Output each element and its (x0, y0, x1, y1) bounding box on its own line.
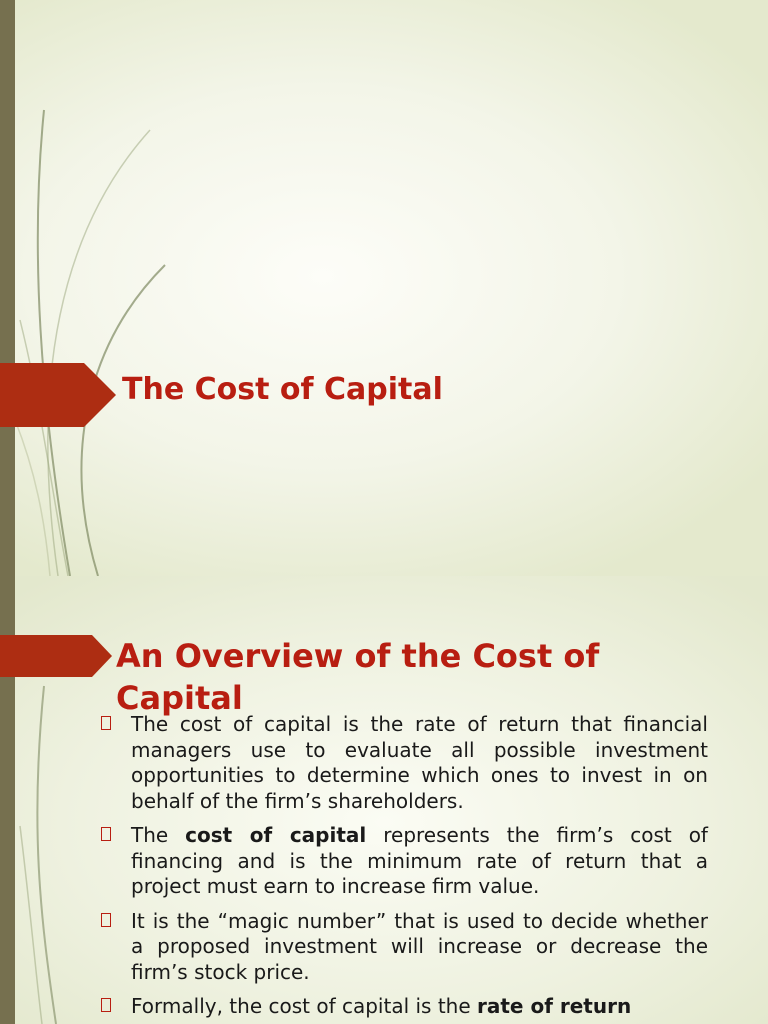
slide-title: The Cost of Capital (122, 372, 443, 407)
bullet-square-icon (101, 827, 111, 841)
bullet-text: It is the “magic number” that is used to decide whether a proposed investment will increase or decrease the firm’s stock price. (131, 908, 708, 984)
bullet-item (100, 994, 708, 1020)
banner-arrow-icon (0, 363, 116, 427)
decorative-swoosh-lines (0, 0, 200, 576)
bullet-text-before: The (131, 823, 186, 847)
bullet-square-icon (101, 913, 111, 927)
bullet-square-icon (101, 716, 111, 730)
bullet-bold-term: cost of capital (185, 823, 367, 847)
bullet-square-icon (101, 998, 111, 1012)
bullet-text-after: represents the firm’s cost of financing and is the minimum rate of return that a project must earn to increase firm value. (131, 823, 708, 898)
bullet-item (100, 712, 708, 814)
bullet-list (100, 712, 708, 1024)
bullet-text-before: Formally, the cost of capital is the (131, 994, 477, 1018)
bullet-bold-term: rate of return (477, 994, 632, 1018)
banner-arrow-icon (0, 635, 112, 677)
bullet-item (100, 823, 708, 900)
bullet-text: The cost of capital is the rate of return that financial managers use to evaluate all possible investment opportunities to determine which ones to invest in on behalf of the firm’s shareholders. (131, 712, 708, 813)
bullet-item (100, 909, 708, 986)
slide-title: An Overview of the Cost of Capital (116, 637, 600, 717)
content-slide (0, 576, 768, 1024)
